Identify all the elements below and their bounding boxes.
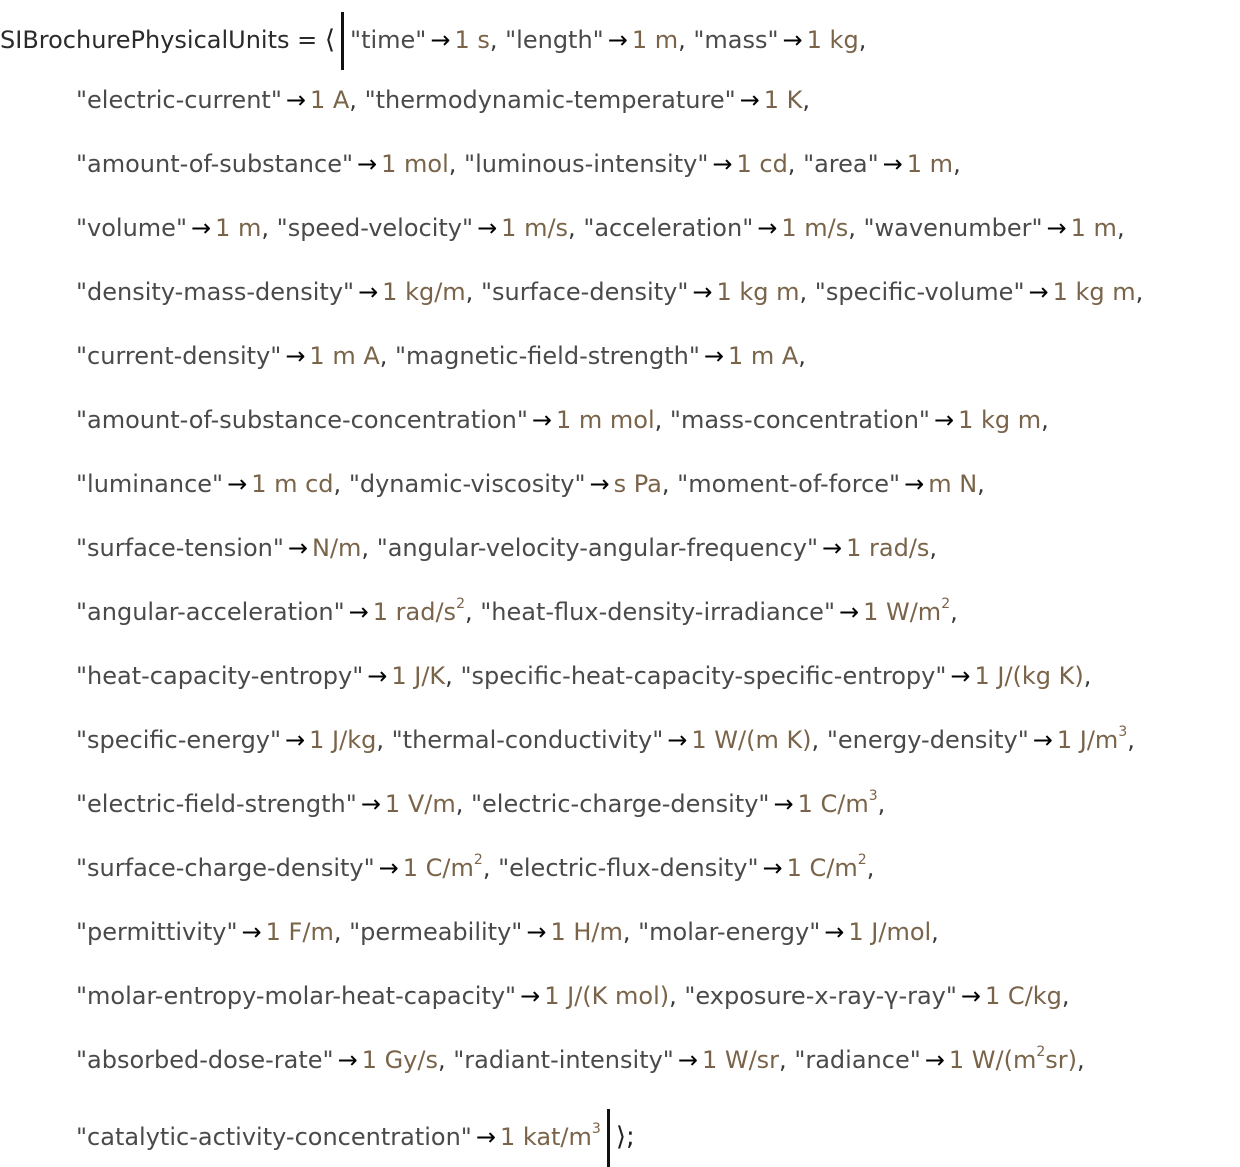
comma: , <box>787 150 804 178</box>
comma: , <box>445 662 461 690</box>
rule-arrow: → <box>757 214 778 242</box>
rule-arrow: → <box>337 1046 358 1074</box>
rule-arrow: → <box>520 982 541 1010</box>
code-line[interactable] <box>76 980 1070 1012</box>
comma: , <box>437 1046 454 1074</box>
unit-quantity: 1 $W/m^2$ <box>863 596 951 626</box>
unit-quantity: 1 kg <box>806 26 859 54</box>
unit-quantity: 1 $C/m^2$ <box>786 852 867 882</box>
comma: , <box>622 918 639 946</box>
rule-key: "area" <box>803 150 879 178</box>
comma: , <box>1076 1046 1085 1074</box>
unit-quantity: 1 W/sr <box>701 1046 780 1074</box>
unit-exponent: 3 <box>591 1121 601 1137</box>
rule-arrow: → <box>677 1046 698 1074</box>
rule-key: "heat-flux-density-irradiance" <box>480 598 835 626</box>
unit-exponent: 2 <box>857 852 867 868</box>
comma: , <box>333 918 350 946</box>
unit-quantity: 1 kat/$m^3$ <box>499 1121 601 1151</box>
rule-key: "surface-charge-density" <box>76 854 375 882</box>
rule-arrow: → <box>607 26 628 54</box>
rule-arrow: → <box>477 214 498 242</box>
unit-quantity: 1 m <box>1070 214 1117 242</box>
rule-arrow: → <box>348 598 369 626</box>
unit-quantity: 1 m A <box>727 342 799 370</box>
rule-key: "thermodynamic-temperature" <box>364 86 736 114</box>
unit-quantity: 1 cd <box>736 150 788 178</box>
rule-key: "catalytic-activity-concentration" <box>76 1123 472 1151</box>
comma: , <box>482 854 499 882</box>
unit-exponent: 3 <box>868 788 878 804</box>
unit-quantity: 1 m A <box>309 342 380 370</box>
comma: , <box>376 726 392 754</box>
assignment-operator: = <box>289 26 325 54</box>
rule-arrow: → <box>1028 278 1049 306</box>
comma: , <box>661 470 678 498</box>
code-line[interactable] <box>76 84 810 116</box>
comma: , <box>489 26 506 54</box>
unit-quantity: 1 s <box>454 26 490 54</box>
rule-key: "amount-of-substance" <box>76 150 354 178</box>
rule-key: "wavenumber" <box>863 214 1043 242</box>
association-bar <box>607 1109 610 1167</box>
rule-arrow: → <box>285 86 306 114</box>
comma: , <box>977 470 985 498</box>
association-open-bracket: ⟨ <box>324 25 336 55</box>
unit-quantity: 1 F/m <box>265 918 334 946</box>
code-line[interactable] <box>76 724 1135 756</box>
code-line[interactable] <box>76 404 1049 436</box>
rule-arrow: → <box>667 726 688 754</box>
rule-key: "acceleration" <box>583 214 754 242</box>
rule-arrow: → <box>227 470 248 498</box>
comma: , <box>779 1046 795 1074</box>
unit-quantity: 1 J/K <box>391 662 446 690</box>
rule-key: "current-density" <box>76 342 282 370</box>
code-line[interactable] <box>76 1044 1085 1076</box>
rule-arrow: → <box>285 342 306 370</box>
comma: , <box>261 214 277 242</box>
rule-key: "electric-flux-density" <box>498 854 759 882</box>
comma: , <box>858 26 867 54</box>
rule-key: "electric-field-strength" <box>76 790 357 818</box>
unit-quantity: 1 Gy/s <box>361 1046 438 1074</box>
rule-key: "dynamic-viscosity" <box>348 470 586 498</box>
comma: , <box>1061 982 1070 1010</box>
unit-quantity: s Pa <box>613 470 662 498</box>
unit-quantity: 1 m <box>631 26 679 54</box>
unit-quantity: 1 rad/$s^2$ <box>372 596 465 626</box>
code-line[interactable] <box>76 148 961 180</box>
association-close-bracket: ⟩; <box>615 1122 635 1152</box>
comma: , <box>464 598 481 626</box>
rule-arrow: → <box>1032 726 1053 754</box>
code-line[interactable] <box>76 532 937 564</box>
rule-key: "time" <box>350 26 427 54</box>
rule-key: "density-mass-density" <box>76 278 355 306</box>
rule-key: "speed-velocity" <box>276 214 474 242</box>
unit-quantity: 1 m mol <box>556 406 655 434</box>
comma: , <box>950 598 958 626</box>
comma: , <box>568 214 584 242</box>
unit-quantity: 1 m cd <box>251 470 334 498</box>
rule-arrow: → <box>904 470 925 498</box>
unit-quantity: 1 J/mol <box>848 918 932 946</box>
comma: , <box>465 278 481 306</box>
comma: , <box>1041 406 1049 434</box>
unit-quantity: 1 $C/m^3$ <box>797 788 878 818</box>
rule-arrow: → <box>950 662 971 690</box>
rule-key: "surface-tension" <box>76 534 284 562</box>
rule-arrow: → <box>1046 214 1067 242</box>
unit-quantity: 1 m <box>906 150 954 178</box>
unit-quantity: 1 K <box>763 86 803 114</box>
unit-quantity: 1 J/(K mol) <box>544 982 670 1010</box>
unit-quantity: 1 $W/(m^2sr)$ <box>948 1044 1077 1074</box>
rule-arrow: → <box>782 26 803 54</box>
comma: , <box>1127 726 1135 754</box>
rule-arrow: → <box>241 918 262 946</box>
rule-key: "mass-concentration" <box>669 406 930 434</box>
rule-key: "heat-capacity-entropy" <box>76 662 364 690</box>
code-line[interactable] <box>76 916 939 948</box>
comma: , <box>931 918 939 946</box>
comma: , <box>361 534 377 562</box>
code-line[interactable] <box>76 788 885 820</box>
code-line[interactable] <box>76 276 1143 308</box>
rule-key: "molar-entropy-molar-heat-capacity" <box>76 982 517 1010</box>
rule-arrow: → <box>773 790 794 818</box>
comma: , <box>953 150 961 178</box>
unit-quantity: 1 kg m <box>1052 278 1136 306</box>
rule-arrow: → <box>960 982 982 1010</box>
rule-arrow: → <box>191 214 212 242</box>
comma: , <box>802 86 811 114</box>
comma: , <box>1135 278 1144 306</box>
code-line[interactable] <box>76 596 958 628</box>
rule-key: "electric-charge-density" <box>470 790 770 818</box>
symbol-name: SIBrochurePhysicalUnits <box>0 26 290 54</box>
rule-arrow: → <box>822 534 843 562</box>
code-line[interactable] <box>0 12 867 55</box>
unit-exponent: 2 <box>1036 1044 1046 1060</box>
unit-quantity: 1 H/m <box>550 918 623 946</box>
rule-key: "molar-energy" <box>638 918 821 946</box>
comma: , <box>448 150 465 178</box>
rule-key: "moment-of-force" <box>677 470 901 498</box>
comma: , <box>455 790 471 818</box>
unit-quantity: N/m <box>312 534 362 562</box>
code-line[interactable] <box>76 1109 635 1152</box>
rule-arrow: → <box>378 854 399 882</box>
rule-arrow: → <box>358 278 379 306</box>
rule-key: "specific-heat-capacity-specific-entropy" <box>460 662 947 690</box>
rule-arrow: → <box>531 406 552 434</box>
unit-quantity: 1 C/kg <box>985 982 1062 1010</box>
unit-quantity: 1 mol <box>381 150 449 178</box>
rule-arrow: → <box>739 86 760 114</box>
rule-key: "mass" <box>693 26 779 54</box>
unit-quantity: 1 J/kg <box>309 726 377 754</box>
rule-key: "radiant-intensity" <box>453 1046 674 1074</box>
unit-exponent: 3 <box>1118 724 1128 740</box>
rule-key: "energy-density" <box>826 726 1029 754</box>
comma: , <box>678 26 694 54</box>
unit-quantity: 1 $C/m^2$ <box>402 852 483 882</box>
rule-key: "angular-velocity-angular-frequency" <box>376 534 818 562</box>
unit-quantity: 1 J/(kg K) <box>974 662 1084 690</box>
rule-arrow: → <box>360 790 381 818</box>
rule-arrow: → <box>703 342 724 370</box>
unit-quantity: 1 kg m <box>958 406 1042 434</box>
rule-arrow: → <box>882 150 903 178</box>
rule-arrow: → <box>692 278 713 306</box>
rule-key: "permittivity" <box>76 918 238 946</box>
rule-arrow: → <box>762 854 783 882</box>
unit-quantity: 1 A <box>309 86 350 114</box>
unit-quantity: 1 V/m <box>384 790 456 818</box>
rule-arrow: → <box>357 150 378 178</box>
rule-key: "magnetic-field-strength" <box>395 342 700 370</box>
rule-key: "luminous-intensity" <box>464 150 709 178</box>
code-line[interactable] <box>76 212 1125 244</box>
unit-quantity: 1 kg m <box>716 278 800 306</box>
code-line[interactable] <box>76 852 874 884</box>
rule-key: "luminance" <box>76 470 224 498</box>
rule-key: "specific-volume" <box>814 278 1025 306</box>
unit-quantity: m N <box>928 470 978 498</box>
comma: , <box>1083 662 1092 690</box>
rule-arrow: → <box>838 598 860 626</box>
rule-arrow: → <box>285 726 306 754</box>
unit-quantity: 1 m <box>215 214 262 242</box>
comma: , <box>669 982 685 1010</box>
unit-quantity: 1 m/s <box>501 214 569 242</box>
unit-exponent: 2 <box>456 596 465 612</box>
rule-key: "permeability" <box>349 918 523 946</box>
rule-arrow: → <box>430 26 451 54</box>
rule-arrow: → <box>287 534 308 562</box>
rule-arrow: → <box>589 470 610 498</box>
comma: , <box>654 406 670 434</box>
rule-key: "amount-of-substance-concentration" <box>76 406 528 434</box>
rule-key: "surface-density" <box>480 278 689 306</box>
comma: , <box>848 214 864 242</box>
unit-quantity: 1 $J/m^3$ <box>1056 724 1128 754</box>
unit-quantity: 1 m/s <box>781 214 849 242</box>
rule-key: "angular-acceleration" <box>76 598 345 626</box>
unit-quantity: 1 kg/m <box>382 278 466 306</box>
comma: , <box>333 470 349 498</box>
comma: , <box>349 86 365 114</box>
unit-quantity: 1 W/(m K) <box>691 726 812 754</box>
unit-exponent: 2 <box>473 852 483 868</box>
rule-arrow: → <box>824 918 845 946</box>
code-line[interactable] <box>76 340 806 372</box>
comma: , <box>379 342 396 370</box>
comma: , <box>877 790 886 818</box>
comma: , <box>798 342 806 370</box>
rule-arrow: → <box>924 1046 945 1074</box>
rule-key: "absorbed-dose-rate" <box>76 1046 334 1074</box>
rule-arrow: → <box>933 406 955 434</box>
rule-arrow: → <box>475 1123 496 1151</box>
code-line[interactable] <box>76 468 985 500</box>
unit-exponent: 2 <box>941 596 951 612</box>
rule-key: "thermal-conductivity" <box>391 726 664 754</box>
rule-key: "length" <box>505 26 604 54</box>
comma: , <box>929 534 938 562</box>
comma: , <box>1116 214 1125 242</box>
comma: , <box>811 726 827 754</box>
comma: , <box>866 854 875 882</box>
rule-arrow: → <box>712 150 733 178</box>
rule-key: "electric-current" <box>76 86 282 114</box>
rule-key: "exposure-x-ray-γ-ray" <box>684 982 957 1010</box>
comma: , <box>799 278 815 306</box>
association-bar <box>341 12 344 70</box>
rule-arrow: → <box>367 662 388 690</box>
unit-quantity: 1 rad/s <box>846 534 930 562</box>
rule-key: "radiance" <box>794 1046 921 1074</box>
rule-arrow: → <box>526 918 547 946</box>
code-line[interactable] <box>76 660 1091 692</box>
rule-key: "specific-energy" <box>76 726 282 754</box>
rule-key: "volume" <box>76 214 187 242</box>
